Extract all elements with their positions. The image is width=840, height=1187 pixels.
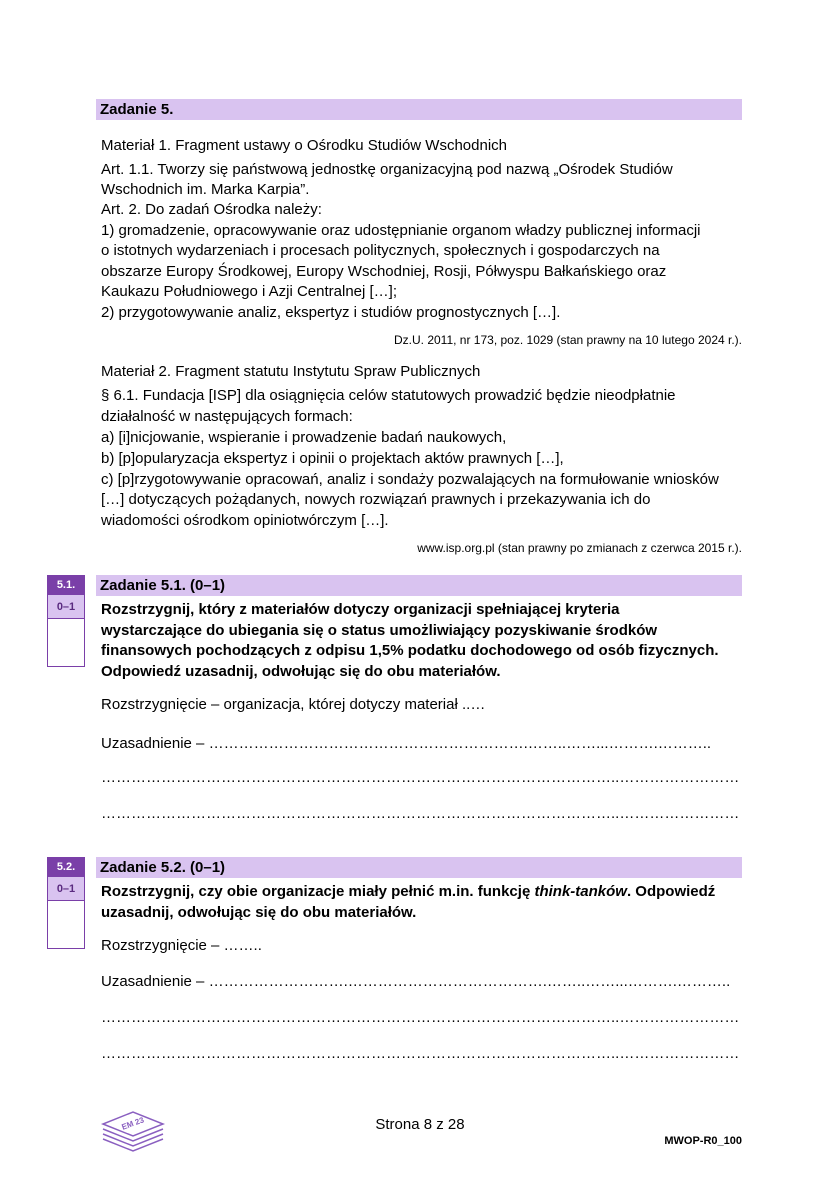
material-2-source: www.isp.org.pl (stan prawny po zmianach z czerwca 2015 r.). <box>417 541 742 555</box>
score-box-points: 0–1 <box>47 595 85 619</box>
task-5-1-question: finansowych pochodzących z odpisu 1,5% podatku dochodowego od osób fizycznych. <box>101 642 719 659</box>
material-2-line: wiadomości ośrodkom opiniotwórczym […]. <box>101 512 389 529</box>
task-5-1-question: wystarczające do ubiegania się o status umożliwiający pozyskiwanie środków <box>101 622 658 639</box>
material-1-line: Wschodnich im. Marka Karpia”. <box>101 181 310 198</box>
material-2-line: a) [i]nicjowanie, wspieranie i prowadzenie badań naukowych, <box>101 429 507 446</box>
material-1-title: Materiał 1. Fragment ustawy o Ośrodku Studiów Wschodnich <box>101 137 508 154</box>
material-1-line: obszarze Europy Środkowej, Europy Wschodniej, Rosji, Półwyspu Bałkańskiego oraz <box>101 263 667 280</box>
task-5-2-question: uzasadnij, odwołując się do obu materiałów. <box>101 904 417 921</box>
task-5-1-header: Zadanie 5.1. (0–1) <box>96 575 742 596</box>
score-box-number: 5.1. <box>47 575 85 595</box>
score-box-points: 0–1 <box>47 877 85 901</box>
material-1-line: o istotnych wydarzeniach i procesach politycznych, społecznych i gospodarczych na <box>101 242 660 259</box>
page-number: Strona 8 z 28 <box>375 1116 465 1133</box>
material-1-line: 2) przygotowywanie analiz, ekspertyz i studiów prognostycznych […]. <box>101 304 561 321</box>
question-italic-term: think-tanków <box>534 883 627 900</box>
material-2-line: b) [p]opularyzacja ekspertyz i opinii o projektach aktów prawnych […], <box>101 450 564 467</box>
task-5-2-justification[interactable]: Uzasadnienie – ……………………….………………………………….……..……...……….……….. <box>101 973 731 990</box>
score-box-field[interactable] <box>47 619 85 667</box>
answer-dotted-line[interactable]: …………………………………………………………………………………………..…………………… <box>101 769 740 786</box>
material-2-line: […] dotyczących pożądanych, nowych rozwiązań prawnych i przekazywania ich do <box>101 491 651 508</box>
task-5-2-resolution[interactable]: Rozstrzygnięcie – …….. <box>101 937 262 954</box>
logo-text: EM 23 <box>120 1115 146 1132</box>
material-1-line: 1) gromadzenie, opracowywanie oraz udostępnianie organom władzy publicznej informacji <box>101 222 701 239</box>
task-5-2-question <box>101 882 715 902</box>
task-5-header: Zadanie 5. <box>96 99 742 120</box>
material-2-line: § 6.1. Fundacja [ISP] dla osiągnięcia celów statutowych prowadzić będzie nieodpłatnie <box>101 387 676 404</box>
score-box-5-1 <box>47 575 85 667</box>
exam-code: MWOP-R0_100 <box>664 1135 742 1147</box>
material-2-line: c) [p]rzygotowywanie opracowań, analiz i sondaży pozwalających na formułowanie wniosków <box>101 471 719 488</box>
score-box-field[interactable] <box>47 901 85 949</box>
answer-dotted-line[interactable]: …………………………………………………………………………………………..…………………… <box>101 805 740 822</box>
question-text: Rozstrzygnij, czy obie organizacje miały pełnić m.in. funkcję <box>101 883 535 900</box>
task-5-1-justification[interactable]: Uzasadnienie – ……………………………………………………….……..……...……….……….. <box>101 735 712 752</box>
score-box-number: 5.2. <box>47 857 85 877</box>
task-5-1-question: Odpowiedź uzasadnij, odwołując się do obu materiałów. <box>101 663 501 680</box>
question-text: . Odpowiedź <box>626 883 716 900</box>
material-2-line: działalność w następujących formach: <box>101 408 353 425</box>
score-box-5-2 <box>47 857 85 949</box>
material-1-line: Kaukazu Południowego i Azji Centralnej […]; <box>101 283 398 300</box>
answer-dotted-line[interactable]: …………………………………………………………………………………………..…………………… <box>101 1009 740 1026</box>
material-1-source: Dz.U. 2011, nr 173, poz. 1029 (stan prawny na 10 lutego 2024 r.). <box>394 333 742 347</box>
task-5-2-header: Zadanie 5.2. (0–1) <box>96 857 742 878</box>
material-1-line: Art. 2. Do zadań Ośrodka należy: <box>101 201 322 218</box>
task-5-1-resolution[interactable]: Rozstrzygnięcie – organizacja, której dotyczy materiał ..… <box>101 696 486 713</box>
material-2-title: Materiał 2. Fragment statutu Instytutu Spraw Publicznych <box>101 363 481 380</box>
material-1-line: Art. 1.1. Tworzy się państwową jednostkę organizacyjną pod nazwą „Ośrodek Studiów <box>101 161 673 178</box>
task-5-1-question: Rozstrzygnij, który z materiałów dotyczy organizacji spełniającej kryteria <box>101 601 620 618</box>
answer-dotted-line[interactable]: …………………………………………………………………………………………..…………………… <box>101 1045 740 1062</box>
